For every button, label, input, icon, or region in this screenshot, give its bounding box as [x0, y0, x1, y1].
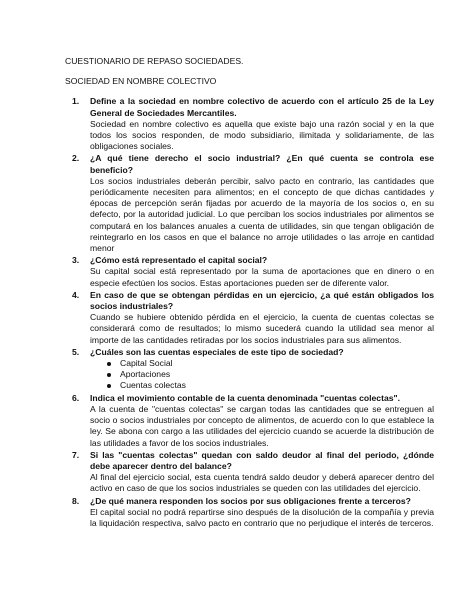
question-item-8	[72, 495, 434, 530]
question-text: Indica el movimiento contable de la cuenta denominada "cuentas colectas".	[90, 392, 400, 403]
bullet-item	[120, 358, 434, 369]
answer-text: Su capital social está representado por la suma de aportaciones que en dinero o en especie efectúen los socios. Estas aportaciones pueden ser de diferente valor.	[90, 266, 434, 288]
answer-text: Sociedad en nombre colectivo es aquella que existe bajo una razón social y en la que todos los socios responden, de modo subsidiario, ilimitada y solidariamente, de las obligaciones sociales.	[90, 118, 434, 152]
question-number: 6.	[72, 392, 80, 403]
question-number: 8.	[72, 495, 80, 506]
answer-text: A la cuenta de "cuentas colectas" se cargan todas las cantidades que se entreguen al socio o socios industriales por concepto de alimentos, de acuerdo con lo que establece la ley. Se abona con cargo a las utilidades del ejercicio cuando se acuerde la distribución de las utilidades a favor de los socios industriales.	[90, 403, 434, 448]
question-text: En caso de que se obtengan pérdidas en un ejercicio, ¿a qué están obligados los socios industriales?	[90, 289, 434, 312]
question-list	[65, 96, 434, 529]
answer-text: Cuando se hubiere obtenido pérdida en el ejercicio, la cuenta de cuentas colectas se considerará como de resultados; lo mismo sucederá cuando la utilidad sea menor al importe de las cantidades retiradas por los socios industriales para sus alimentos.	[90, 312, 434, 345]
question-number: 5.	[72, 346, 80, 357]
question-text: ¿De qué manera responden los socios por sus obligaciones frente a terceros?	[90, 495, 411, 506]
question-text: ¿Cómo está representado el capital social?	[90, 255, 268, 266]
answer-text: El capital social no podrá repartirse sino después de la disolución de la compañía y previa la liquidación respectiva, salvo pacto en contrario que no perjudique el interés de terceros.	[90, 506, 434, 528]
bullet-text: Capital Social	[120, 358, 173, 369]
question-number: 1.	[72, 96, 80, 107]
question-item-7	[72, 449, 434, 495]
question-item-4	[72, 289, 434, 346]
bullet-text: Cuentas colectas	[120, 380, 186, 391]
question-number: 3.	[72, 255, 80, 266]
question-number: 4.	[72, 289, 80, 300]
document-title: CUESTIONARIO DE REPASO SOCIEDADES.	[65, 56, 244, 66]
question-item-6	[72, 392, 434, 449]
question-item-2	[72, 153, 434, 254]
bullet-icon	[107, 373, 111, 377]
bullet-text: Aportaciones	[120, 369, 171, 380]
answer-text: Al final del ejercicio social, esta cuenta tendrá saldo deudor y deberá aparecer dentro del activo en caso de que los socios industriales se queden con las utilidades del ejercicio.	[90, 472, 434, 494]
question-item-1	[72, 96, 434, 152]
answer-text: Los socios industriales deberán percibir, salvo pacto en contrario, las cantidades que periódicamente necesiten para alimentos; en el concepto de que dichas cantidades y épocas de percepción serán fijadas por acuerdo de la mayoría de los socios o, en su defecto, por la autoridad judicial. Lo que perciban los socios industriales por alimentos se computará en los balances anuales a cuenta de utilidades, sin que tengan obligación de reintegrarlo en los casos en que el balance no arroje utilidades o las arroje en cantidad menor	[90, 175, 434, 254]
question-text: Define a la sociedad en nombre colectivo de acuerdo con el artículo 25 de la Ley General de Sociedades Mercantiles.	[90, 96, 434, 118]
bullet-item	[120, 369, 434, 380]
bullet-icon	[107, 362, 111, 366]
question-text: ¿Cuáles son las cuentas especiales de este tipo de sociedad?	[90, 346, 344, 357]
question-text: ¿A qué tiene derecho el socio industrial? ¿En qué cuenta se controla ese beneficio?	[90, 153, 434, 175]
question-item-5	[72, 346, 434, 392]
question-number: 2.	[72, 153, 80, 164]
bullet-item	[120, 380, 434, 391]
question-number: 7.	[72, 449, 80, 460]
bullet-icon	[107, 384, 111, 388]
bullet-list	[90, 358, 434, 392]
question-item-3	[72, 255, 434, 289]
question-text: Si las "cuentas colectas" quedan con saldo deudor al final del periodo, ¿dónde debe aparecer dentro del balance?	[90, 449, 434, 471]
section-title: SOCIEDAD EN NOMBRE COLECTIVO	[65, 76, 217, 87]
